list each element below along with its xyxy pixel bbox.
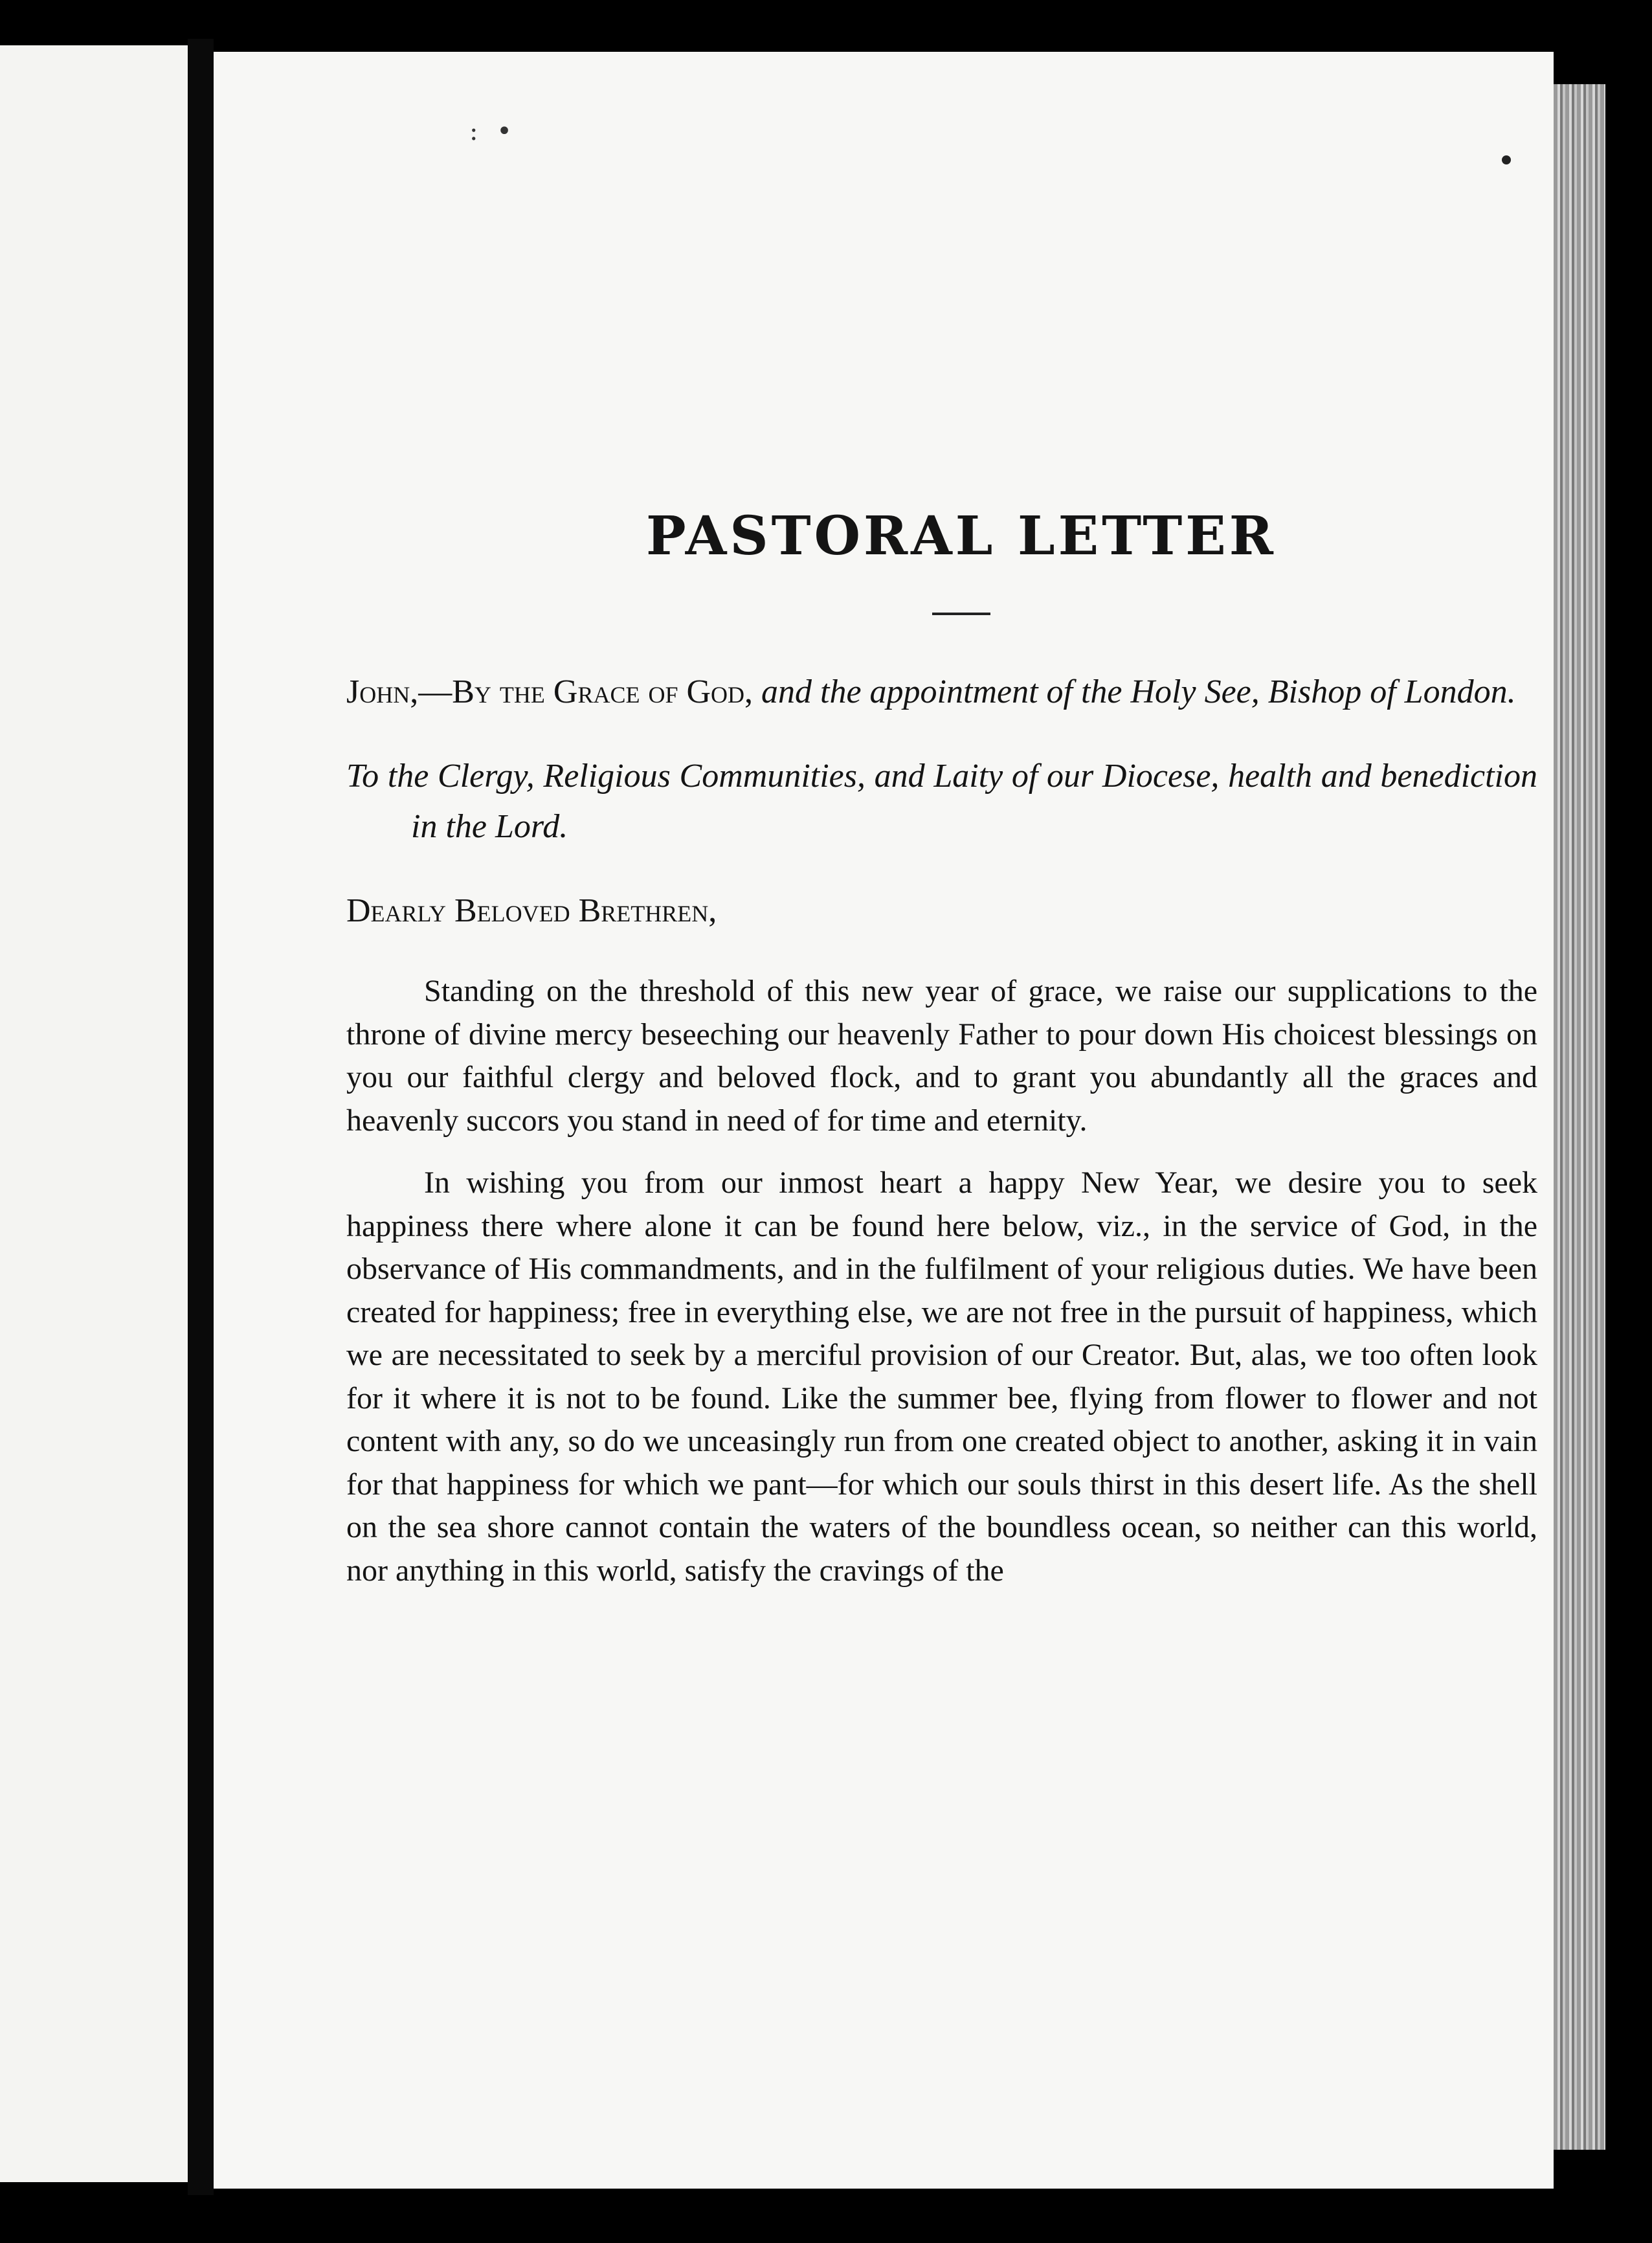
heading-grace: —By the Grace of God, xyxy=(418,673,753,710)
title-divider xyxy=(932,613,990,615)
heading-rest: and the appointment of the Holy See, Bishop of London. xyxy=(753,673,1516,710)
book-gutter xyxy=(188,39,214,2195)
paragraph-2: In wishing you from our inmost heart a happy New Year, we desire you to seek happiness there where alone it can be found here below, viz., in the service of God, in the observance of His commandments, and in the fulfilment of your religious duties. We have been created for happiness; free in everything else, we are not free in the pursuit of happiness, which we are necessitated to seek by a merciful provision of our Creator. But, alas, we too often look for it where it is not to be found. Like the summer bee, flying from flower to flower and not content with any, so do we unceasingly run from one created object to another, asking it in vain for that happiness for which we pant—for which our souls thirst in this desert life. As the shell on the sea shore cannot contain the waters of the boundless ocean, so neither can this world, nor anything in this world, satisfy the cravings of the xyxy=(346,1166,1537,1588)
page-block-edges xyxy=(1554,84,1605,2150)
document-page xyxy=(214,52,1554,2189)
paragraph-1: Standing on the threshold of this new year of grace, we raise our supplications to the throne of divine mercy beseeching our heavenly Father to pour down His choicest blessings on you our faithful clergy and beloved flock, and to grant you abundantly all the graces and heavenly succors you stand in need of for time and eternity. xyxy=(346,974,1537,1138)
letter-address: To the Clergy, Religious Communities, and Laity of our Diocese, health and benediction in the Lord. xyxy=(346,758,1537,845)
letter-greeting: Dearly Beloved Brethren, xyxy=(346,892,717,929)
print-specks: : • xyxy=(469,117,517,146)
facing-page-edge xyxy=(0,45,188,2182)
heading-name: John, xyxy=(346,673,419,710)
letter-body xyxy=(346,505,1537,1592)
page-title: PASTORAL LETTER xyxy=(646,505,1277,567)
letter-heading xyxy=(346,667,1537,717)
print-speck xyxy=(1502,155,1511,164)
